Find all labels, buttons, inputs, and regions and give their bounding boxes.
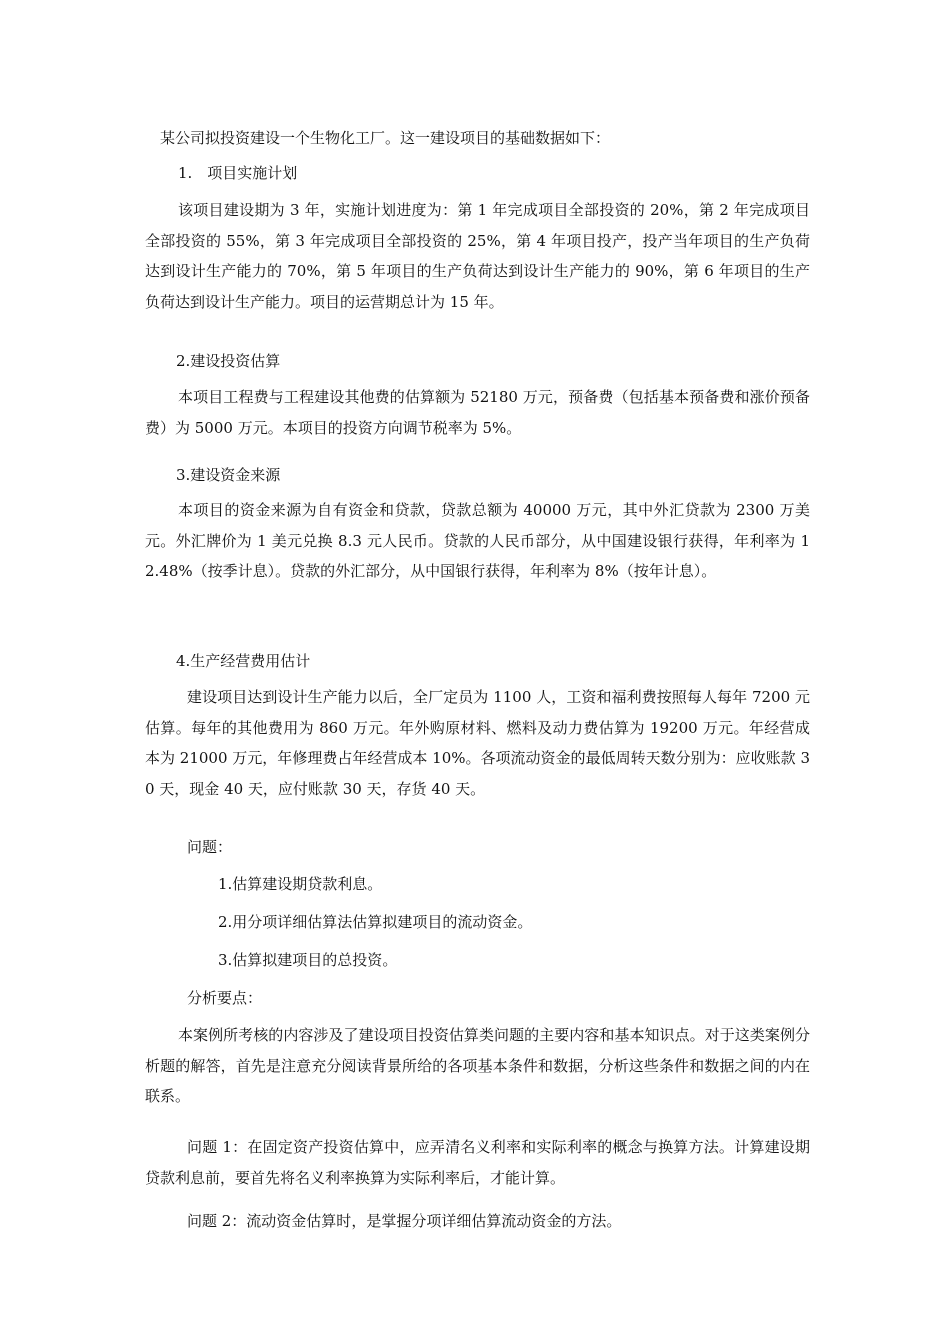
intro-line: 某公司拟投资建设一个生物化工厂。这一建设项目的基础数据如下： — [160, 129, 611, 147]
questions-heading: 问题： — [187, 838, 233, 856]
section-3-heading: 3.建设资金来源 — [176, 466, 281, 484]
section-1-heading: 1. 项目实施计划 — [178, 164, 298, 182]
analysis-body: 本案例所考核的内容涉及了建设项目投资估算类问题的主要内容和基本知识点。对于这类案例分析题的解答，首先是注意充分阅读背景所给的各项基本条件和数据，分析这些条件和数据之间的内在联系。 — [145, 1026, 810, 1105]
question-1: 1.估算建设期贷款利息。 — [218, 875, 383, 893]
question-3: 3.估算拟建项目的总投资。 — [218, 951, 398, 969]
section-4-heading: 4.生产经营费用估计 — [176, 652, 311, 670]
section-4-body: 建设项目达到设计生产能力以后，全厂定员为 1100 人，工资和福利费按照每人每年 7200 元估算。每年的其他费用为 860 万元。年外购原材料、燃料及动力费估算为 19200 万元。年经营成本为 21000 万元，年修理费占年经营成本 10%。各项流动资金的最低周转天数分别为：应收账款 30 天，现金 40 天，应付账款 30 天，存货 40 天。 — [145, 688, 810, 798]
analysis-question-2: 问题 2：流动资金估算时，是掌握分项详细估算流动资金的方法。 — [187, 1212, 622, 1230]
section-3-body: 本项目的资金来源为自有资金和贷款，贷款总额为 40000 万元，其中外汇贷款为 2300 万美元。外汇牌价为 1 美元兑换 8.3 元人民币。贷款的人民币部分，从中国建设银行获得，年利率为 12.48%（按季计息）。贷款的外汇部分，从中国银行获得，年利率为 8%（按年计息）。 — [145, 501, 810, 580]
question-2: 2.用分项详细估算法估算拟建项目的流动资金。 — [218, 913, 533, 931]
section-1-body: 该项目建设期为 3 年，实施计划进度为：第 1 年完成项目全部投资的 20%，第 2 年完成项目全部投资的 55%，第 3 年完成项目全部投资的 25%，第 4 年项目投产，投产当年项目的生产负荷达到设计生产能力的 70%，第 5 年项目的生产负荷达到设计生产能力的 90%，第 6 年项目的生产负荷达到设计生产能力。项目的运营期总计为 15 年。 — [145, 201, 810, 311]
analysis-heading: 分析要点： — [187, 989, 263, 1007]
section-2-heading: 2.建设投资估算 — [176, 352, 281, 370]
section-2-body: 本项目工程费与工程建设其他费的估算额为 52180 万元，预备费（包括基本预备费和涨价预备费）为 5000 万元。本项目的投资方向调节税率为 5%。 — [145, 388, 810, 437]
analysis-question-1: 问题 1：在固定资产投资估算中，应弄清名义利率和实际利率的概念与换算方法。计算建设期贷款利息前，要首先将名义利率换算为实际利率后，才能计算。 — [145, 1138, 810, 1187]
